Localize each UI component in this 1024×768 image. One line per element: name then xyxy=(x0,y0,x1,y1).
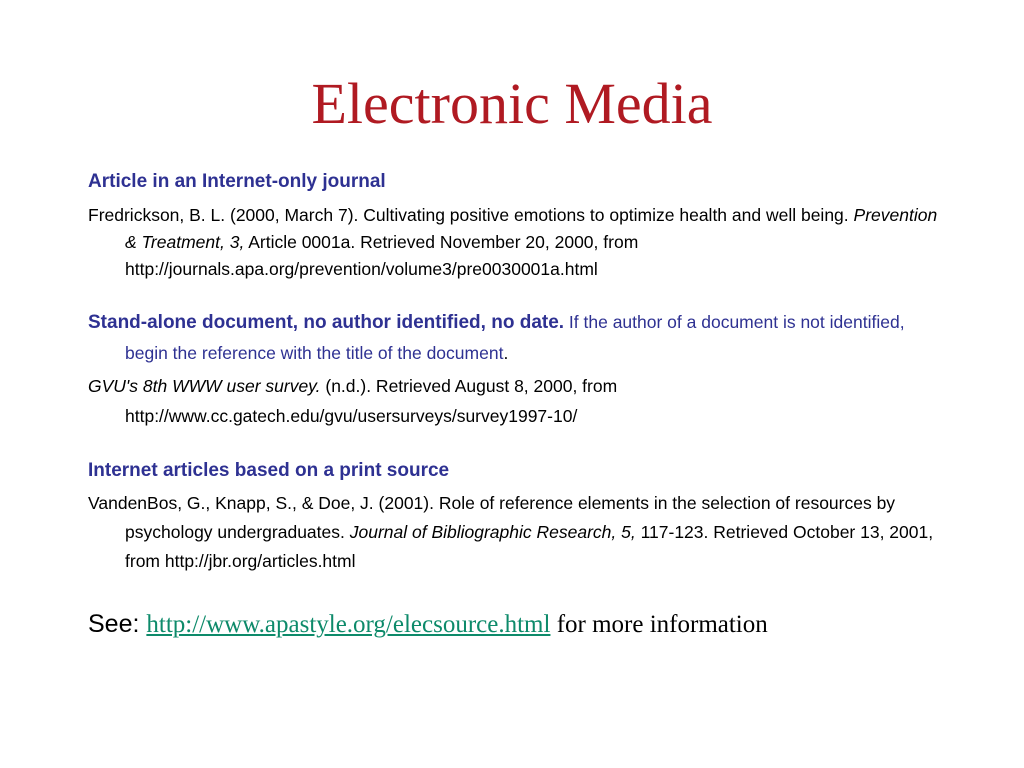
reference-text: (n.d.). Retrieved August 8, 2000, from http://www.cc.gatech.edu/gvu/usersurveys/survey1997-10/ xyxy=(125,376,618,426)
reference-source-italic: Journal of Bibliographic Research, 5, xyxy=(349,522,636,542)
section-heading: Article in an Internet-only journal xyxy=(88,171,386,192)
reference-text: Fredrickson, B. L. (2000, March 7). Cultivating positive emotions to optimize health and well being. xyxy=(88,205,854,225)
reference-text: Article 0001a. Retrieved November 20, 2000, from http://journals.apa.org/prevention/volume3/pre0030001a.html xyxy=(125,232,639,279)
reference-entry xyxy=(88,489,938,576)
section-note-period: . xyxy=(503,343,509,363)
section-note: If the author of a document is not identified, begin the reference with the title of the document xyxy=(125,312,905,363)
reference-entry xyxy=(88,202,938,283)
section-internet-only-journal xyxy=(88,168,938,283)
slide-title: Electronic Media xyxy=(311,71,713,136)
see-rest-text: for more information xyxy=(550,611,768,638)
section-heading-with-note xyxy=(88,307,938,369)
section-stand-alone-document xyxy=(88,307,938,431)
reference-source-italic: GVU's 8th WWW user survey. xyxy=(88,376,321,396)
reference-text: 117-123. Retrieved October 13, 2001, from http://jbr.org/articles.html xyxy=(125,522,934,571)
apastyle-link[interactable]: http://www.apastyle.org/elecsource.html xyxy=(146,611,551,638)
see-more-info xyxy=(88,608,938,641)
slide-body xyxy=(88,168,938,641)
section-print-source-articles xyxy=(88,457,938,576)
section-heading: Stand-alone document, no author identified, no date. xyxy=(88,312,565,333)
reference-text: VandenBos, G., Knapp, S., & Doe, J. (2001). Role of reference elements in the selection of resources by psychology undergraduates. xyxy=(88,493,896,542)
reference-entry xyxy=(88,371,938,431)
section-heading: Internet articles based on a print source xyxy=(88,460,450,481)
see-label: See: xyxy=(88,610,147,638)
reference-source-italic: Prevention & Treatment, 3, xyxy=(125,205,938,252)
